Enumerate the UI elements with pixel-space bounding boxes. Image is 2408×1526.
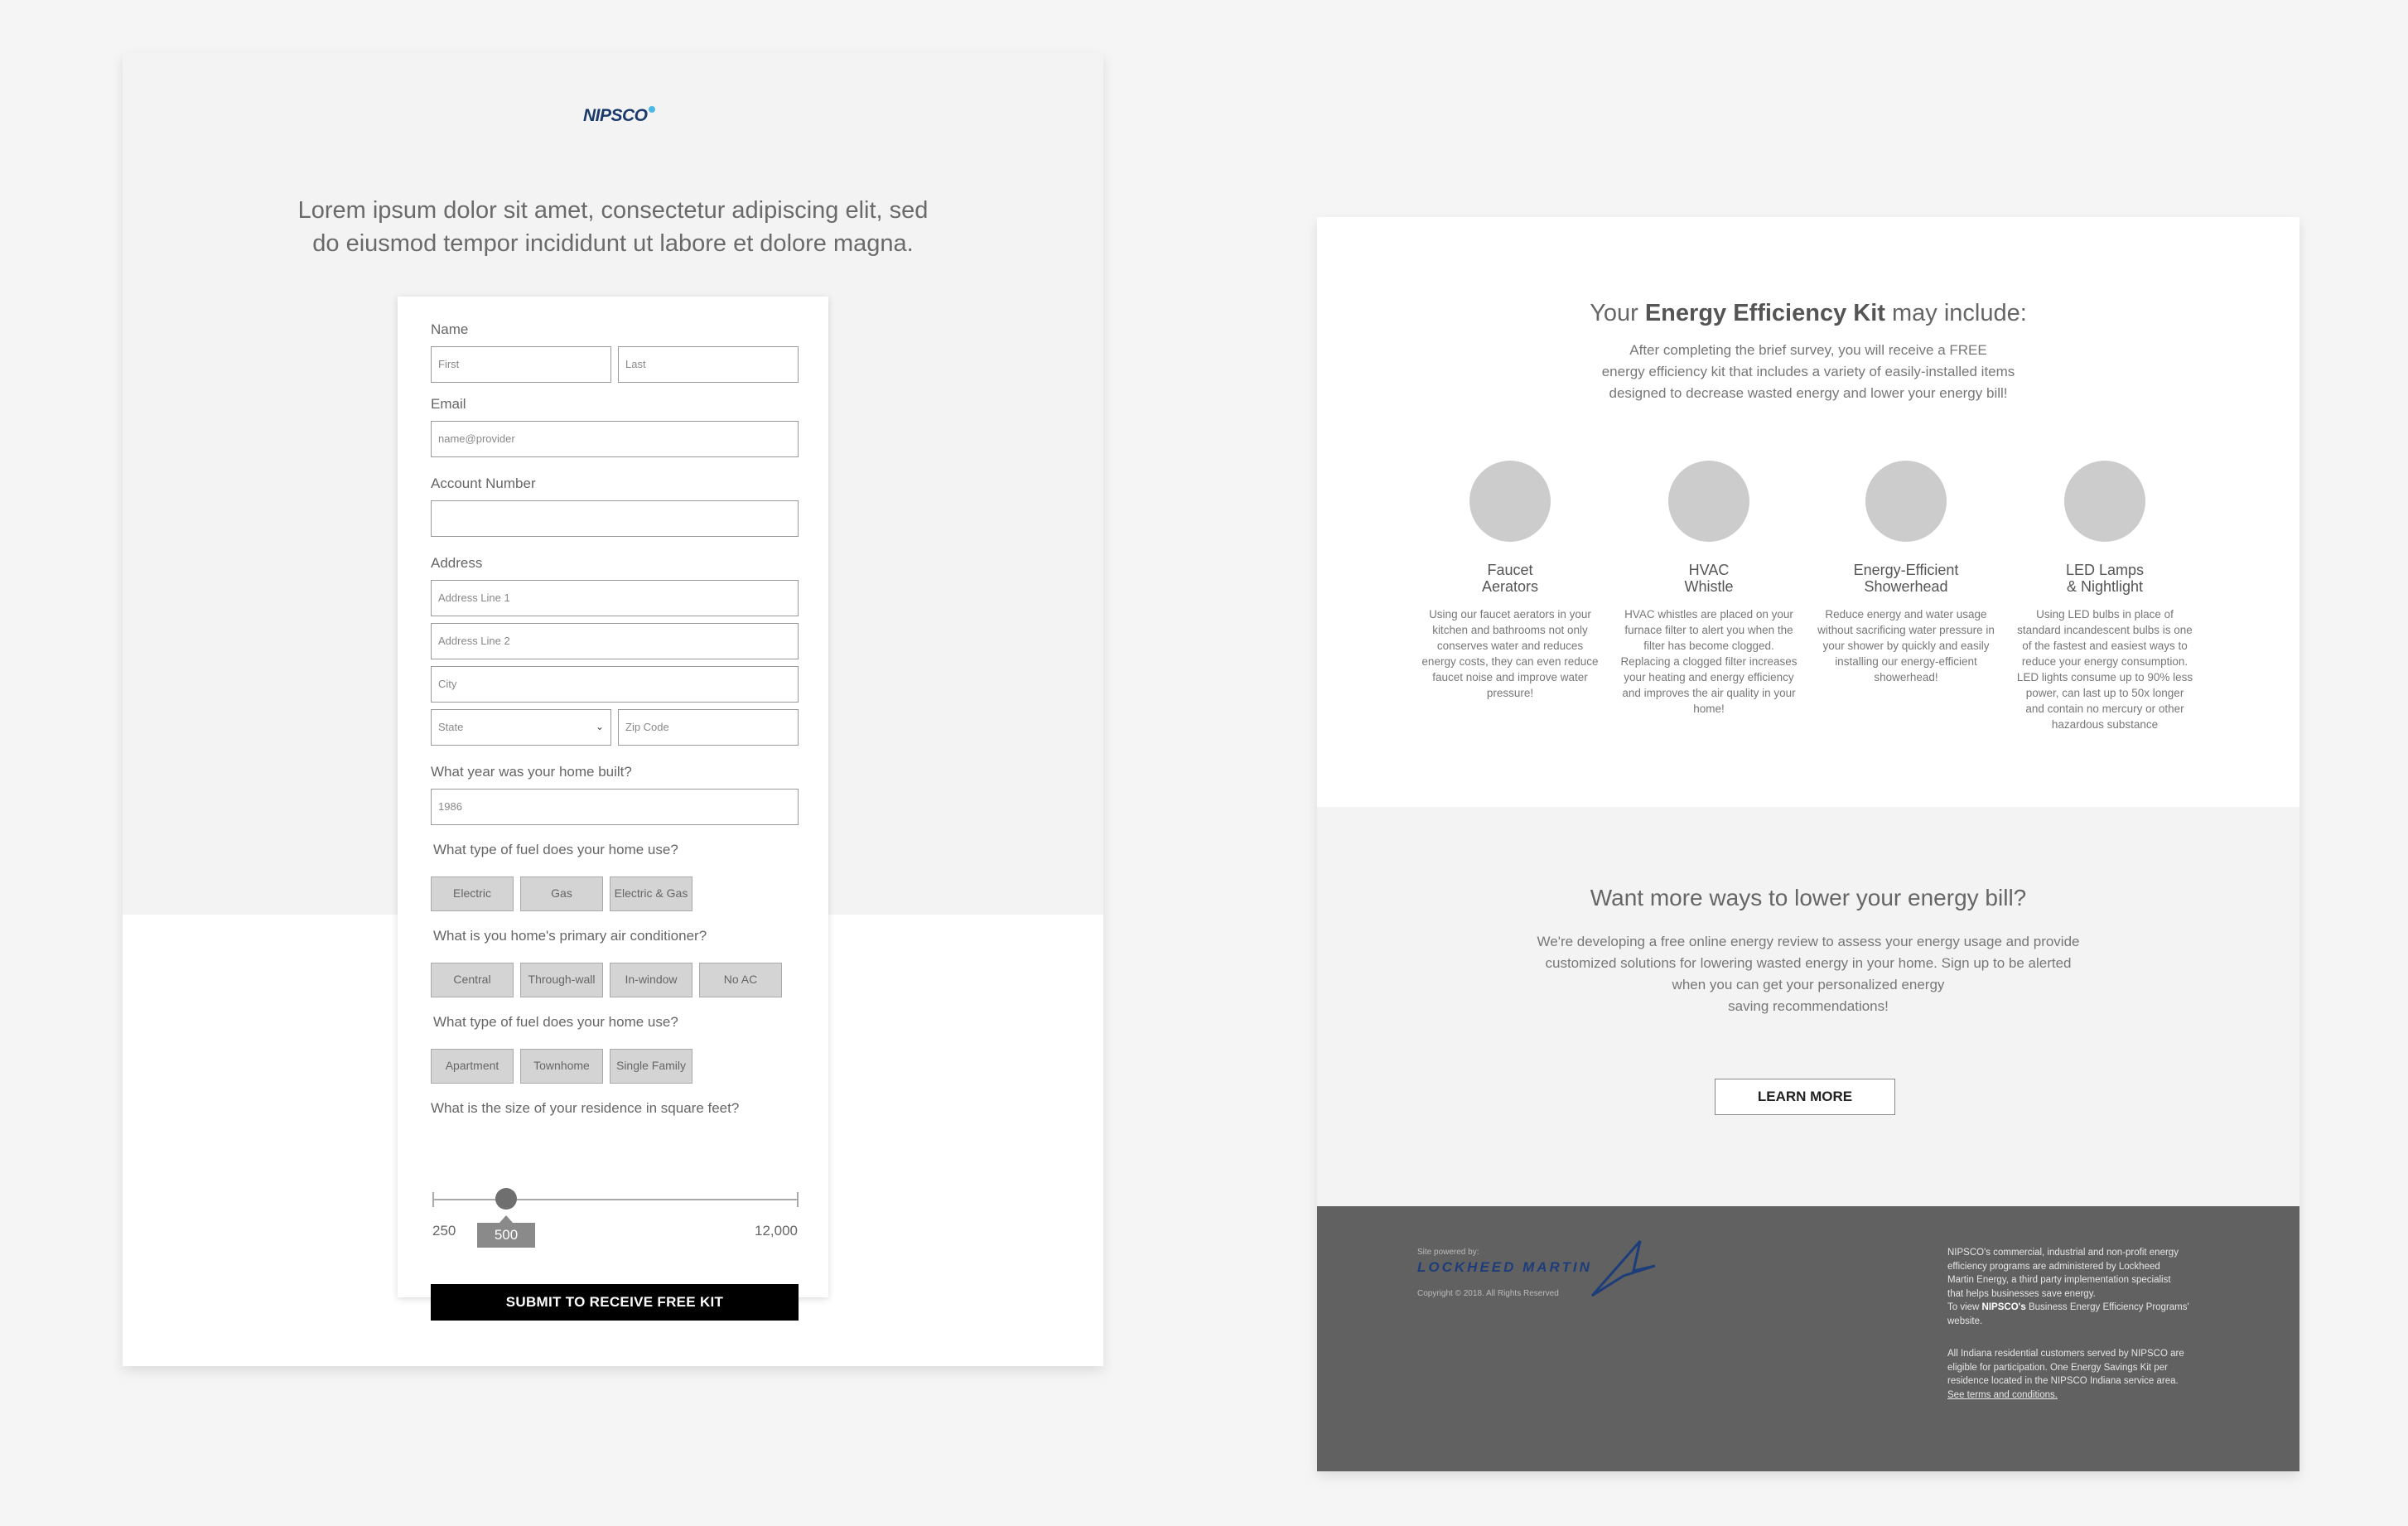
lockheed-star-icon [1590,1238,1657,1297]
home-option-apartment[interactable]: Apartment [431,1049,514,1084]
slider-tick-max [797,1192,799,1207]
headline-line-2: do eiusmod tempor incididunt ut labore et dolore magna. [312,230,914,257]
account-number-label: Account Number [431,476,536,491]
size-slider-value: 500 [477,1223,535,1248]
home-type-label: What type of fuel does your home use? [433,1014,678,1030]
address-line-2-input[interactable]: Address Line 2 [431,623,799,659]
kit-item-image [1668,461,1749,542]
slider-tick-min [432,1192,434,1207]
submit-button[interactable]: SUBMIT TO RECEIVE FREE KIT [431,1284,799,1321]
kit-item-name: HVAC Whistle [1684,562,1734,595]
program-website-link[interactable]: To view NIPSCO's Business Energy Efficiency Programs' [1947,1302,2189,1312]
kit-section [1317,217,2299,807]
kit-item-hvac-whistle [1614,461,1804,717]
address-line-1-input[interactable]: Address Line 1 [431,580,799,616]
zip-code-input[interactable]: Zip Code [618,709,799,746]
more-ways-body: We're developing a free online energy review to assess your energy usage and provide customized solutions for lowering wasted energy in your home. Sign up to be alerted when you can get your personalized energy saving recommendations! [1537,934,2080,1014]
kit-item-image [2064,461,2145,542]
air-conditioner-label: What is you home's primary air conditioner? [433,928,707,944]
footer-eligibility-info: All Indiana residential customers served by NIPSCO are eligible for participation. One Energy Savings Kit per residence located in the NIPSCO Indiana service area. See terms and conditions. [1947,1347,2200,1402]
signup-form [398,297,828,1310]
more-ways-section [1317,807,2299,1206]
kit-item-showerhead [1811,461,2001,685]
size-slider-handle[interactable] [495,1188,517,1210]
name-label: Name [431,321,469,337]
chevron-down-icon: ⌄ [595,721,604,732]
year-built-input[interactable]: 1986 [431,789,799,825]
kit-intro: After completing the brief survey, you will receive a FREE energy efficiency kit that includes a variety of easily-installed items designed to decrease wasted energy and lower your energy bill! [1601,342,2015,401]
size-slider-max: 12,000 [755,1223,798,1239]
kit-item-image [1865,461,1947,542]
email-label: Email [431,396,466,412]
powered-by-label: Site powered by: [1417,1248,1479,1257]
ac-option-through-wall[interactable]: Through-wall [520,963,603,997]
fuel-option-gas[interactable]: Gas [520,876,603,911]
kit-item-description: Reduce energy and water usage without sacrificing water pressure in your shower by quickly and easily installing our energy-efficient showerhead! [1817,608,1995,683]
kit-item-name: Energy-Efficient Showerhead [1853,562,1959,595]
terms-link[interactable]: See terms and conditions. [1947,1389,2058,1400]
first-name-input[interactable]: First [431,346,611,383]
state-select-value: State [438,721,464,733]
ac-option-no-ac[interactable]: No AC [699,963,782,997]
more-ways-title: Want more ways to lower your energy bill? [1590,885,2027,910]
kit-item-description: Using our faucet aerators in your kitchen and bathrooms not only conserves water and reduces energy costs, they can even reduce faucet noise and improve water pressure! [1421,608,1599,699]
nipsco-spark-icon [649,106,655,113]
footer [1317,1206,2299,1471]
fuel-option-electric[interactable]: Electric [431,876,514,911]
kit-item-faucet-aerators [1415,461,1605,701]
copyright-text: Copyright © 2018. All Rights Reserved [1417,1289,1559,1298]
footer-program-info: NIPSCO's commercial, industrial and non-profit energy efficiency programs are administered by Lockheed Martin Energy, a third party implementation specialist that helps businesses save energy. To view NIPSCO's Business Energy Efficiency Programs' website. [1947,1246,2200,1328]
home-option-townhome[interactable]: Townhome [520,1049,603,1084]
address-label: Address [431,555,483,571]
kit-item-description: Using LED bulbs in place of standard incandescent bulbs is one of the fastest and easiest ways to reduce your energy consumption. LED lights consume up to 90% less power, can last up to 50x longer and contain no mercury or other hazardous substance [2016,608,2193,731]
kit-item-image [1469,461,1551,542]
nipsco-logo: NIPSCO [583,106,654,126]
last-name-input[interactable]: Last [618,346,799,383]
learn-more-button[interactable]: LEARN MORE [1715,1079,1895,1115]
kit-item-led-lamps [2010,461,2200,732]
size-slider-min: 250 [432,1223,456,1239]
kit-item-name: Faucet Aerators [1481,562,1539,595]
kit-title: Your Energy Efficiency Kit may include: [1590,300,2027,326]
fuel-option-electric-gas[interactable]: Electric & Gas [610,876,692,911]
state-select[interactable] [431,709,611,746]
kit-item-description: HVAC whistles are placed on your furnace filter to alert you when the filter has become clogged. Replacing a clogged filter increases your heating and energy efficiency and improves the air quality in your home! [1620,608,1798,715]
ac-option-central[interactable]: Central [431,963,514,997]
kit-info-page [1317,217,2299,1471]
square-feet-label: What is the size of your residence in square feet? [431,1100,740,1116]
signup-page [123,53,1103,1366]
home-option-single-family[interactable]: Single Family [610,1049,692,1084]
email-input[interactable]: name@provider [431,421,799,457]
fuel-type-label: What type of fuel does your home use? [433,842,678,857]
page-headline [247,194,979,260]
ac-option-in-window[interactable]: In-window [610,963,692,997]
lockheed-martin-logo: LOCKHEED MARTIN [1417,1259,1592,1275]
account-number-input[interactable] [431,500,799,537]
year-built-label: What year was your home built? [431,764,632,780]
headline-line-1: Lorem ipsum dolor sit amet, consectetur adipiscing elit, sed [297,197,929,224]
kit-item-name: LED Lamps & Nightlight [2065,562,2145,595]
city-input[interactable]: City [431,666,799,703]
size-slider-track[interactable] [432,1199,799,1200]
